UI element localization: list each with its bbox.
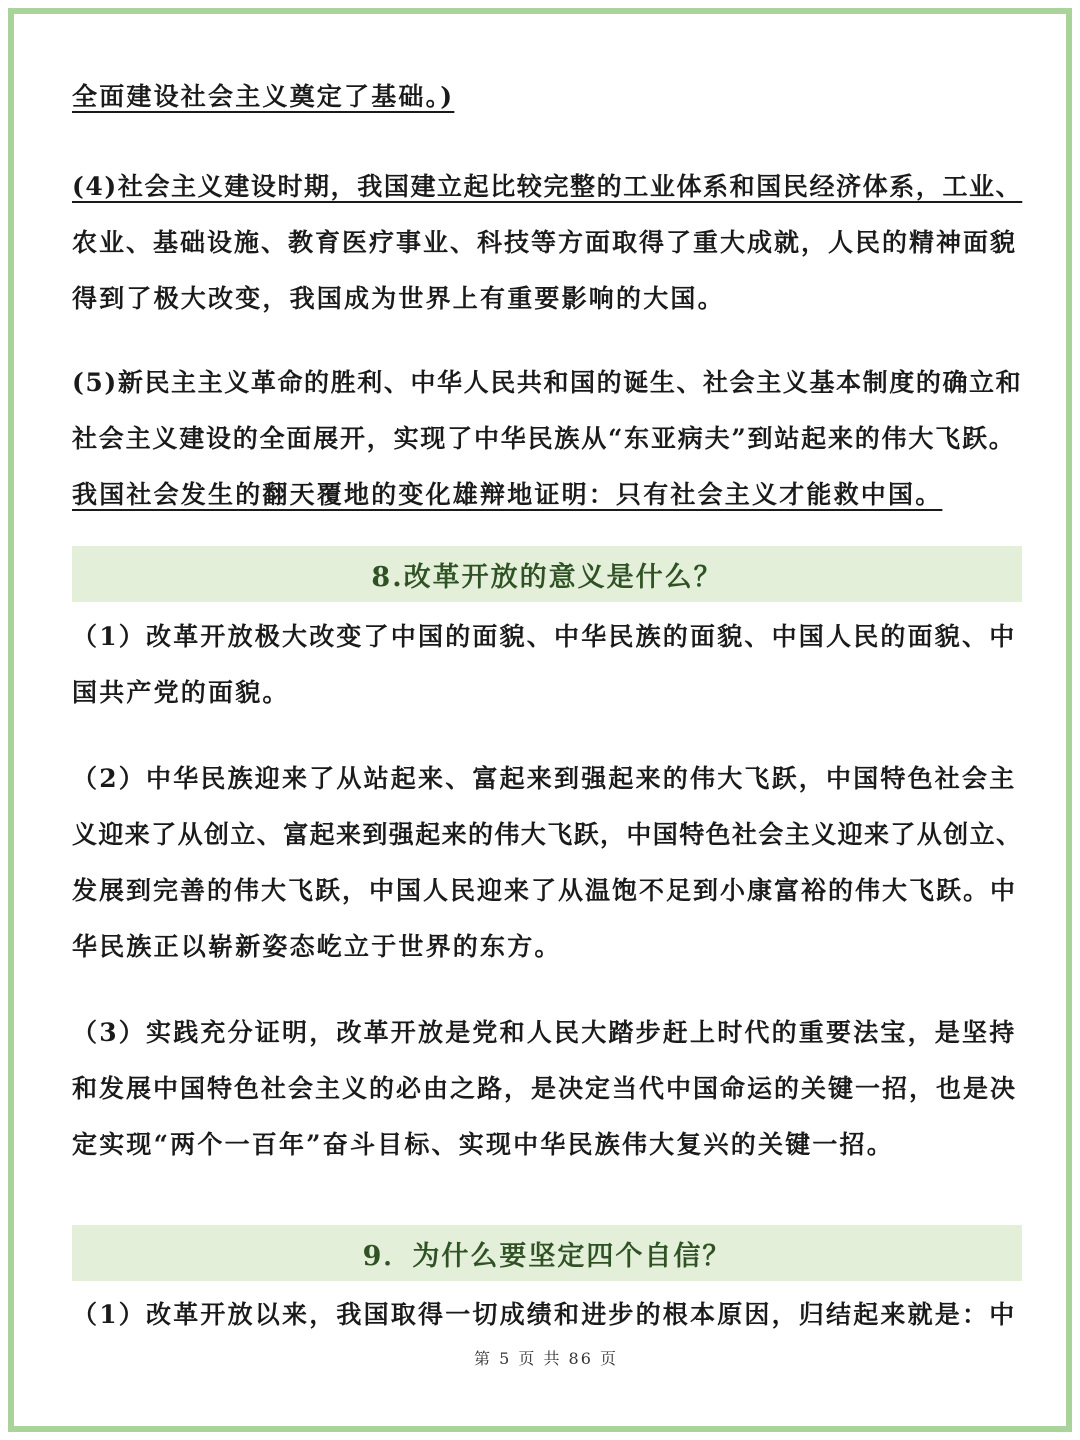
paragraph-line: 国共产党的面貌。 bbox=[72, 678, 290, 707]
paragraph-line: 华民族正以崭新姿态屹立于世界的东方。 bbox=[72, 932, 562, 961]
page-frame bbox=[8, 8, 1072, 1432]
paragraph-line: 农业、基础设施、教育医疗事业、科技等方面取得了重大成就，人民的精神面貌 bbox=[72, 228, 1018, 257]
paragraph-line: 定实现“两个一百年”奋斗目标、实现中华民族伟大复兴的关键一招。 bbox=[72, 1130, 894, 1159]
paragraph-line: 和发展中国特色社会主义的必由之路，是决定当代中国命运的关键一招，也是决 bbox=[72, 1074, 1018, 1103]
paragraph-line: (4)社会主义建设时期，我国建立起比较完整的工业体系和国民经济体系，工业、 bbox=[72, 172, 1023, 201]
paragraph-line: （2）中华民族迎来了从站起来、富起来到强起来的伟大飞跃，中国特色社会主 bbox=[72, 764, 1017, 793]
paragraph-line: （1）改革开放以来，我国取得一切成绩和进步的根本原因，归结起来就是：中 bbox=[72, 1300, 1017, 1329]
section-heading-9: 9．为什么要坚定四个自信？ bbox=[72, 1225, 1022, 1281]
paragraph-line: 我国社会发生的翻天覆地的变化雄辩地证明：只有社会主义才能救中国。 bbox=[72, 480, 943, 509]
intro-line: 全面建设社会主义奠定了基础。) bbox=[72, 82, 455, 111]
page-number: 第 5 页 共 86 页 bbox=[474, 1349, 618, 1368]
paragraph-line: (5)新民主主义革命的胜利、中华人民共和国的诞生、社会主义基本制度的确立和 bbox=[72, 368, 1023, 397]
paragraph-line: （1）改革开放极大改变了中国的面貌、中华民族的面貌、中国人民的面貌、中 bbox=[72, 622, 1017, 651]
paragraph-line: 义迎来了从创立、富起来到强起来的伟大飞跃，中国特色社会主义迎来了从创立、 bbox=[72, 820, 1023, 849]
paragraph-line: 社会主义建设的全面展开，实现了中华民族从“东亚病夫”到站起来的伟大飞跃。 bbox=[72, 424, 1016, 453]
paragraph-line: 得到了极大改变，我国成为世界上有重要影响的大国。 bbox=[72, 284, 725, 313]
paragraph-line: 发展到完善的伟大飞跃，中国人民迎来了从温饱不足到小康富裕的伟大飞跃。中 bbox=[72, 876, 1018, 905]
section-heading-8: 8.改革开放的意义是什么？ bbox=[72, 546, 1022, 602]
paragraph-line: （3）实践充分证明，改革开放是党和人民大踏步赶上时代的重要法宝，是坚持 bbox=[72, 1018, 1017, 1047]
